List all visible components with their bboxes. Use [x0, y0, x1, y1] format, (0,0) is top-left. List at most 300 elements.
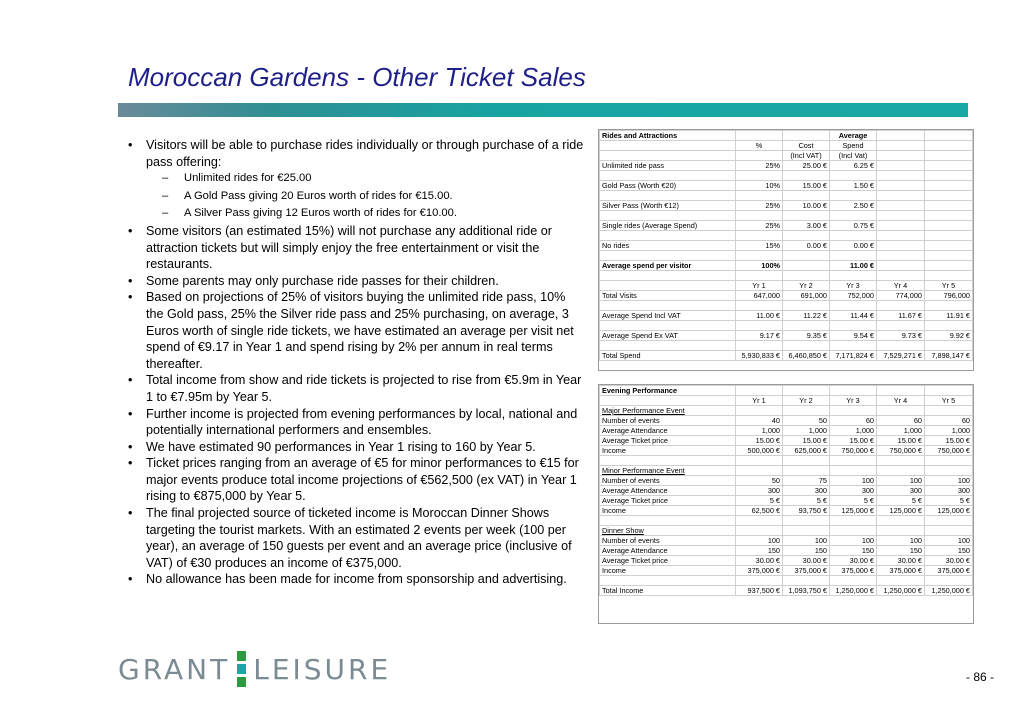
- row-label-cell: Gold Pass (Worth €20): [600, 181, 736, 191]
- table-row: [600, 576, 973, 586]
- value-cell: [925, 456, 973, 466]
- value-cell: 774,000: [877, 291, 925, 301]
- value-cell: Yr 5: [925, 396, 973, 406]
- value-cell: 9.54 €: [830, 331, 877, 341]
- value-cell: 11.44 €: [830, 311, 877, 321]
- value-cell: 125,000 €: [925, 506, 973, 516]
- value-cell: [925, 516, 973, 526]
- value-cell: Yr 1: [736, 396, 783, 406]
- value-cell: [736, 386, 783, 396]
- evening-performance-table: [599, 385, 973, 596]
- value-cell: 300: [783, 486, 830, 496]
- value-cell: 100: [877, 536, 925, 546]
- value-cell: 100: [877, 476, 925, 486]
- value-cell: Average: [830, 131, 877, 141]
- value-cell: 100: [783, 536, 830, 546]
- value-cell: 3.00 €: [783, 221, 830, 231]
- row-label-cell: [600, 516, 736, 526]
- value-cell: [736, 251, 783, 261]
- row-label-cell: [600, 191, 736, 201]
- value-cell: 15.00 €: [925, 436, 973, 446]
- value-cell: Yr 3: [830, 281, 877, 291]
- value-cell: Yr 2: [783, 281, 830, 291]
- value-cell: 300: [736, 486, 783, 496]
- value-cell: [925, 141, 973, 151]
- value-cell: [925, 241, 973, 251]
- table-row: [600, 526, 973, 536]
- value-cell: [736, 526, 783, 536]
- row-label-cell: Dinner Show: [600, 526, 736, 536]
- table-row: [600, 181, 973, 191]
- row-label-cell: Income: [600, 506, 736, 516]
- value-cell: 9.92 €: [925, 331, 973, 341]
- value-cell: [877, 221, 925, 231]
- table-row: [600, 496, 973, 506]
- value-cell: 750,000 €: [877, 446, 925, 456]
- value-cell: 30.00 €: [736, 556, 783, 566]
- value-cell: [783, 516, 830, 526]
- value-cell: [783, 576, 830, 586]
- bullet-item: • Further income is projected from evening performances by local, national and potentially international performers and ensembles.: [128, 406, 584, 439]
- table-row: [600, 406, 973, 416]
- value-cell: [830, 251, 877, 261]
- row-label-cell: Single rides (Average Spend): [600, 221, 736, 231]
- row-label-cell: Total Income: [600, 586, 736, 596]
- value-cell: 9.73 €: [877, 331, 925, 341]
- row-label-cell: Silver Pass (Worth €12): [600, 201, 736, 211]
- value-cell: [736, 406, 783, 416]
- bullet-item: • No allowance has been made for income from sponsorship and advertising.: [128, 571, 584, 588]
- row-label-cell: Evening Performance: [600, 386, 736, 396]
- table-row: [600, 466, 973, 476]
- value-cell: [925, 251, 973, 261]
- table-row: [600, 416, 973, 426]
- value-cell: [925, 301, 973, 311]
- value-cell: 750,000 €: [925, 446, 973, 456]
- value-cell: [830, 321, 877, 331]
- value-cell: 25%: [736, 201, 783, 211]
- value-cell: 93,750 €: [783, 506, 830, 516]
- value-cell: 5 €: [830, 496, 877, 506]
- table-row: [600, 566, 973, 576]
- value-cell: 100: [925, 476, 973, 486]
- value-cell: 15%: [736, 241, 783, 251]
- value-cell: 15.00 €: [783, 181, 830, 191]
- value-cell: Spend: [830, 141, 877, 151]
- bullet-item: • We have estimated 90 performances in Year 1 rising to 160 by Year 5.: [128, 439, 584, 456]
- value-cell: 500,000 €: [736, 446, 783, 456]
- table-row: [600, 476, 973, 486]
- value-cell: [925, 526, 973, 536]
- value-cell: 647,000: [736, 291, 783, 301]
- value-cell: 100: [925, 536, 973, 546]
- value-cell: [830, 301, 877, 311]
- value-cell: 1,250,000 €: [830, 586, 877, 596]
- table-row: [600, 161, 973, 171]
- value-cell: [877, 141, 925, 151]
- row-label-cell: [600, 301, 736, 311]
- value-cell: [783, 261, 830, 271]
- sub-bullet-item: – Unlimited rides for €25.00: [128, 170, 584, 188]
- row-label-cell: Average Ticket price: [600, 496, 736, 506]
- value-cell: [783, 341, 830, 351]
- value-cell: [877, 171, 925, 181]
- value-cell: [877, 161, 925, 171]
- value-cell: [736, 456, 783, 466]
- value-cell: [877, 341, 925, 351]
- value-cell: 125,000 €: [877, 506, 925, 516]
- value-cell: 1,000: [736, 426, 783, 436]
- value-cell: [925, 131, 973, 141]
- value-cell: 6.25 €: [830, 161, 877, 171]
- row-label-cell: [600, 231, 736, 241]
- value-cell: 7,529,271 €: [877, 351, 925, 361]
- value-cell: Yr 3: [830, 396, 877, 406]
- value-cell: 937,500 €: [736, 586, 783, 596]
- row-label-cell: [600, 576, 736, 586]
- table-row: [600, 586, 973, 596]
- value-cell: [925, 171, 973, 181]
- bullet-item: • Based on projections of 25% of visitors buying the unlimited ride pass, 10% the Gold pass, 25% the Silver ride pass and 25% purchasing, on average, 3 Euros worth of single ride tickets, we have estimated an average per visit net spend of €9.17 in Year 1 and spend rising by 2% per annum in real terms thereafter.: [128, 289, 584, 372]
- value-cell: [830, 191, 877, 201]
- row-label-cell: No rides: [600, 241, 736, 251]
- value-cell: Yr 2: [783, 396, 830, 406]
- value-cell: [925, 386, 973, 396]
- value-cell: 11.91 €: [925, 311, 973, 321]
- value-cell: [925, 341, 973, 351]
- value-cell: 25.00 €: [783, 161, 830, 171]
- value-cell: 15.00 €: [877, 436, 925, 446]
- value-cell: 60: [925, 416, 973, 426]
- value-cell: 11.00 €: [736, 311, 783, 321]
- logo-mark-icon: [237, 651, 246, 687]
- table-row: [600, 386, 973, 396]
- row-label-cell: [600, 141, 736, 151]
- row-label-cell: Minor Performance Event: [600, 466, 736, 476]
- value-cell: [830, 526, 877, 536]
- row-label-cell: Income: [600, 566, 736, 576]
- value-cell: [925, 161, 973, 171]
- table-row: [600, 141, 973, 151]
- row-label-cell: [600, 321, 736, 331]
- value-cell: [783, 301, 830, 311]
- table-row: [600, 456, 973, 466]
- bullet-item: • Ticket prices ranging from an average of €5 for minor performances to €15 for major events produce total income projections of €562,500 (ex VAT) in Year 1 rising to €875,000 by Year 5.: [128, 455, 584, 505]
- row-label-cell: Average spend per visitor: [600, 261, 736, 271]
- logo-text-leisure: LEISURE: [253, 652, 392, 686]
- table-row: [600, 151, 973, 161]
- value-cell: 9.35 €: [783, 331, 830, 341]
- table-row: [600, 211, 973, 221]
- value-cell: [925, 231, 973, 241]
- value-cell: [830, 576, 877, 586]
- row-label-cell: Number of events: [600, 476, 736, 486]
- value-cell: [877, 321, 925, 331]
- value-cell: [925, 466, 973, 476]
- row-label-cell: [600, 341, 736, 351]
- row-label-cell: [600, 271, 736, 281]
- value-cell: 30.00 €: [925, 556, 973, 566]
- value-cell: [877, 191, 925, 201]
- value-cell: [877, 151, 925, 161]
- table-row: [600, 201, 973, 211]
- rides-attractions-table: [599, 130, 973, 361]
- value-cell: [736, 191, 783, 201]
- value-cell: 1,000: [877, 426, 925, 436]
- bullet-item: • Some parents may only purchase ride passes for their children.: [128, 273, 584, 290]
- row-label-cell: Rides and Attractions: [600, 131, 736, 141]
- value-cell: [783, 231, 830, 241]
- value-cell: 10.00 €: [783, 201, 830, 211]
- value-cell: [783, 171, 830, 181]
- value-cell: [783, 406, 830, 416]
- row-label-cell: [600, 251, 736, 261]
- value-cell: [925, 406, 973, 416]
- value-cell: 1,000: [783, 426, 830, 436]
- row-label-cell: [600, 211, 736, 221]
- value-cell: 10%: [736, 181, 783, 191]
- value-cell: [830, 341, 877, 351]
- bullet-list: [128, 137, 584, 588]
- value-cell: [736, 171, 783, 181]
- table-row: [600, 231, 973, 241]
- value-cell: [830, 456, 877, 466]
- table-row: [600, 241, 973, 251]
- value-cell: 5 €: [877, 496, 925, 506]
- table-row: [600, 396, 973, 406]
- bullet-item: • The final projected source of ticketed income is Moroccan Dinner Shows targeting the tourist markets. With an estimated 2 events per week (100 per year), an average of 150 guests per event and an average price (inclusive of VAT) of €30 produces an income of €375,000.: [128, 505, 584, 571]
- value-cell: 1,000: [925, 426, 973, 436]
- value-cell: 5 €: [783, 496, 830, 506]
- value-cell: 11.22 €: [783, 311, 830, 321]
- value-cell: 100%: [736, 261, 783, 271]
- value-cell: [783, 271, 830, 281]
- table-row: [600, 311, 973, 321]
- value-cell: 5 €: [925, 496, 973, 506]
- value-cell: 1,000: [830, 426, 877, 436]
- value-cell: [736, 341, 783, 351]
- value-cell: [830, 231, 877, 241]
- value-cell: 752,000: [830, 291, 877, 301]
- table-row: [600, 131, 973, 141]
- value-cell: [925, 191, 973, 201]
- value-cell: 6,460,850 €: [783, 351, 830, 361]
- value-cell: [783, 191, 830, 201]
- sub-bullet-item: – A Gold Pass giving 20 Euros worth of rides for €15.00.: [128, 188, 584, 206]
- value-cell: 125,000 €: [830, 506, 877, 516]
- value-cell: [830, 386, 877, 396]
- value-cell: 375,000 €: [736, 566, 783, 576]
- value-cell: 750,000 €: [830, 446, 877, 456]
- value-cell: [783, 466, 830, 476]
- value-cell: [877, 406, 925, 416]
- table-row: [600, 251, 973, 261]
- table-row: [600, 291, 973, 301]
- value-cell: 5,930,833 €: [736, 351, 783, 361]
- bullet-item: • Some visitors (an estimated 15%) will not purchase any additional ride or attraction tickets but will simply enjoy the free entertainment or visit the restaurants.: [128, 223, 584, 273]
- table-row: [600, 446, 973, 456]
- table-row: [600, 301, 973, 311]
- table-row: [600, 436, 973, 446]
- value-cell: [830, 516, 877, 526]
- row-label-cell: Average Ticket price: [600, 436, 736, 446]
- value-cell: [877, 201, 925, 211]
- value-cell: 150: [877, 546, 925, 556]
- value-cell: 1,250,000 €: [877, 586, 925, 596]
- table-row: [600, 191, 973, 201]
- value-cell: 15.00 €: [783, 436, 830, 446]
- page-title: Moroccan Gardens - Other Ticket Sales: [128, 62, 586, 92]
- value-cell: %: [736, 141, 783, 151]
- value-cell: [830, 406, 877, 416]
- value-cell: 60: [877, 416, 925, 426]
- row-label-cell: [600, 171, 736, 181]
- value-cell: 30.00 €: [830, 556, 877, 566]
- row-label-cell: Average Spend Ex VAT: [600, 331, 736, 341]
- value-cell: 625,000 €: [783, 446, 830, 456]
- value-cell: 7,171,824 €: [830, 351, 877, 361]
- value-cell: [783, 321, 830, 331]
- value-cell: [925, 151, 973, 161]
- value-cell: [877, 181, 925, 191]
- value-cell: 300: [830, 486, 877, 496]
- row-label-cell: Unlimited ride pass: [600, 161, 736, 171]
- table-row: [600, 321, 973, 331]
- value-cell: 150: [783, 546, 830, 556]
- value-cell: 15.00 €: [736, 436, 783, 446]
- value-cell: [925, 576, 973, 586]
- table-row: [600, 261, 973, 271]
- value-cell: [925, 201, 973, 211]
- value-cell: 375,000 €: [783, 566, 830, 576]
- value-cell: [783, 386, 830, 396]
- value-cell: [783, 526, 830, 536]
- value-cell: [783, 211, 830, 221]
- row-label-cell: [600, 281, 736, 291]
- bullet-item: • Visitors will be able to purchase rides individually or through purchase of a ride pass offering:: [128, 137, 584, 170]
- logo-text-grant: GRANT: [118, 652, 231, 686]
- value-cell: (Incl Vat): [830, 151, 877, 161]
- value-cell: 150: [830, 546, 877, 556]
- table-row: [600, 351, 973, 361]
- value-cell: 375,000 €: [877, 566, 925, 576]
- value-cell: Yr 4: [877, 281, 925, 291]
- value-cell: 300: [925, 486, 973, 496]
- value-cell: [830, 271, 877, 281]
- table-row: [600, 536, 973, 546]
- table-row: [600, 556, 973, 566]
- value-cell: 300: [877, 486, 925, 496]
- value-cell: [736, 576, 783, 586]
- value-cell: [830, 466, 877, 476]
- value-cell: 50: [736, 476, 783, 486]
- value-cell: [877, 301, 925, 311]
- value-cell: 5 €: [736, 496, 783, 506]
- value-cell: [877, 456, 925, 466]
- value-cell: Yr 1: [736, 281, 783, 291]
- table-row: [600, 221, 973, 231]
- value-cell: [877, 231, 925, 241]
- row-label-cell: Average Attendance: [600, 546, 736, 556]
- row-label-cell: Average Attendance: [600, 486, 736, 496]
- value-cell: 1,093,750 €: [783, 586, 830, 596]
- value-cell: 60: [830, 416, 877, 426]
- value-cell: 11.67 €: [877, 311, 925, 321]
- value-cell: 40: [736, 416, 783, 426]
- title-underline-bar: [118, 103, 968, 117]
- value-cell: [736, 516, 783, 526]
- row-label-cell: Number of events: [600, 536, 736, 546]
- value-cell: 2.50 €: [830, 201, 877, 211]
- value-cell: 375,000 €: [925, 566, 973, 576]
- value-cell: Yr 4: [877, 396, 925, 406]
- value-cell: 1.50 €: [830, 181, 877, 191]
- value-cell: 0.00 €: [830, 241, 877, 251]
- value-cell: [783, 131, 830, 141]
- value-cell: 62,500 €: [736, 506, 783, 516]
- table-row: [600, 546, 973, 556]
- value-cell: (Incl VAT): [783, 151, 830, 161]
- value-cell: 75: [783, 476, 830, 486]
- value-cell: 0.75 €: [830, 221, 877, 231]
- value-cell: [736, 466, 783, 476]
- value-cell: 100: [736, 536, 783, 546]
- table-row: [600, 426, 973, 436]
- table-row: [600, 281, 973, 291]
- value-cell: 796,000: [925, 291, 973, 301]
- row-label-cell: Income: [600, 446, 736, 456]
- value-cell: [877, 526, 925, 536]
- value-cell: 1,250,000 €: [925, 586, 973, 596]
- value-cell: [783, 456, 830, 466]
- value-cell: [736, 151, 783, 161]
- value-cell: 0.00 €: [783, 241, 830, 251]
- value-cell: 25%: [736, 221, 783, 231]
- value-cell: [877, 241, 925, 251]
- row-label-cell: Total Spend: [600, 351, 736, 361]
- value-cell: [830, 171, 877, 181]
- row-label-cell: Number of events: [600, 416, 736, 426]
- row-label-cell: [600, 456, 736, 466]
- value-cell: [877, 251, 925, 261]
- value-cell: 7,898,147 €: [925, 351, 973, 361]
- value-cell: 100: [830, 476, 877, 486]
- table-row: [600, 171, 973, 181]
- value-cell: 25%: [736, 161, 783, 171]
- value-cell: [925, 211, 973, 221]
- row-label-cell: Average Spend Incl VAT: [600, 311, 736, 321]
- sub-bullet-item: – A Silver Pass giving 12 Euros worth of rides for €10.00.: [128, 205, 584, 223]
- value-cell: [877, 131, 925, 141]
- value-cell: 100: [830, 536, 877, 546]
- value-cell: [877, 466, 925, 476]
- value-cell: [877, 261, 925, 271]
- value-cell: 30.00 €: [783, 556, 830, 566]
- value-cell: [877, 516, 925, 526]
- value-cell: [925, 271, 973, 281]
- value-cell: [877, 211, 925, 221]
- row-label-cell: [600, 151, 736, 161]
- table-row: [600, 331, 973, 341]
- value-cell: [736, 211, 783, 221]
- value-cell: [877, 271, 925, 281]
- value-cell: [783, 251, 830, 261]
- table-row: [600, 486, 973, 496]
- value-cell: [736, 321, 783, 331]
- bullet-item: • Total income from show and ride tickets is projected to rise from €5.9m in Year 1 to €7.95m by Year 5.: [128, 372, 584, 405]
- value-cell: 30.00 €: [877, 556, 925, 566]
- row-label-cell: Major Performance Event: [600, 406, 736, 416]
